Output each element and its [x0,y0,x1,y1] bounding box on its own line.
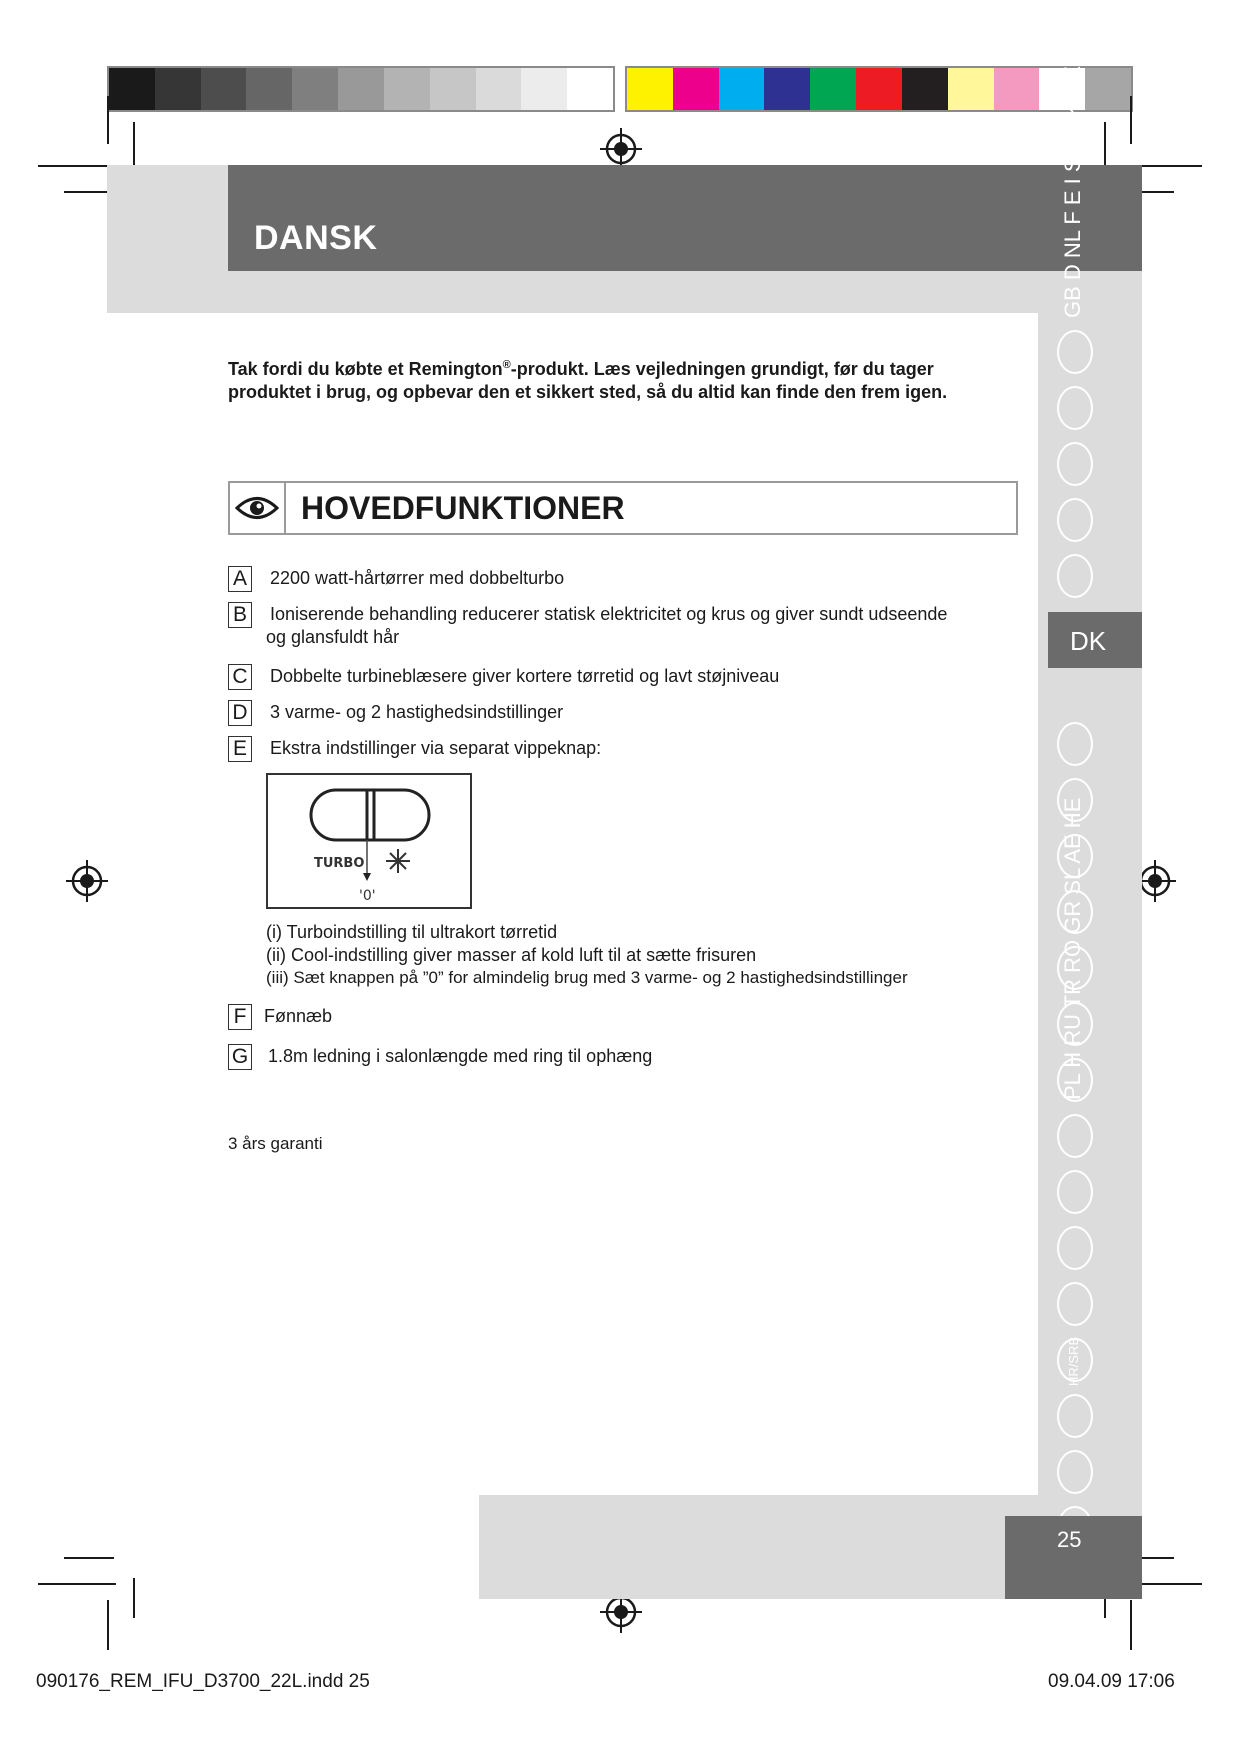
color-swatch [476,68,522,110]
intro-paragraph: Tak fordi du købte et Remington®-produkt. Læs vejledningen grundigt, før du tager produktet i brug, og opbevar den et sikkert sted, så du altid kan finde den frem igen. [228,359,948,402]
crop-mark [133,122,135,170]
language-tab[interactable] [1057,442,1093,486]
color-swatch [948,68,994,110]
color-bar [625,66,1133,112]
color-swatch [384,68,430,110]
warranty-text: 3 års garanti [228,1134,323,1153]
registration-mark-icon [600,128,642,170]
crop-mark [64,1557,114,1559]
color-swatch [521,68,567,110]
color-swatch [246,68,292,110]
active-language-label: DK [1070,626,1107,656]
color-swatch [155,68,201,110]
crop-mark [1130,1600,1132,1650]
color-swatch [902,68,948,110]
language-tab[interactable] [1057,1170,1093,1214]
color-swatch [292,68,338,110]
language-tab[interactable] [1057,1114,1093,1158]
eye-icon [230,483,286,533]
crop-mark [38,165,116,167]
crop-mark [133,1578,135,1618]
crop-mark [38,1583,116,1585]
page-number: 25 [1057,1527,1082,1552]
crop-mark [1104,122,1106,170]
color-swatch [201,68,247,110]
crop-mark [107,1600,109,1650]
color-swatch [1085,68,1131,110]
registration-mark-icon [66,860,108,902]
color-swatch [856,68,902,110]
turbo-label: TURBO [314,856,365,871]
color-swatch [338,68,384,110]
date-footer: 09.04.09 17:06 [1048,1671,1175,1692]
sub-item: (iii) Sæt knappen på ”0” for almindelig brug med 3 varme- og 2 hastighedsindstillinger [266,968,908,987]
section-heading [228,481,1018,535]
crop-mark [1130,96,1132,144]
page-title: DANSK [254,219,378,257]
language-tab[interactable] [1057,554,1093,598]
crop-mark [107,96,109,144]
color-swatch [719,68,765,110]
language-tabs-middle: PL H RU TR RO GR SL AE HE [1060,797,1085,1100]
active-language-tab[interactable] [1048,612,1142,668]
language-tab[interactable] [1057,1226,1093,1270]
page-number-box [1005,1516,1142,1599]
language-tab[interactable] [1057,722,1093,766]
language-tab[interactable] [1057,1450,1093,1494]
language-tab[interactable] [1057,498,1093,542]
color-swatch [567,68,613,110]
section-title: HOVEDFUNKTIONER [301,490,625,526]
color-swatch [109,68,155,110]
language-tabs-top: GB D NL F E I S P SK CZ [1060,66,1085,318]
switch-diagram [266,773,472,909]
language-title-band [228,165,1142,271]
color-swatch [627,68,673,110]
file-footer: 090176_REM_IFU_D3700_22L.indd 25 [36,1671,370,1692]
color-swatch [810,68,856,110]
language-tab[interactable] [1057,1282,1093,1326]
color-swatch [994,68,1040,110]
language-tab-hr: HR/SRB [1066,1336,1081,1386]
color-swatch [430,68,476,110]
language-tab[interactable] [1057,1394,1093,1438]
sub-item: (ii) Cool-indstilling giver masser af kold luft til at sætte frisuren [266,945,757,965]
color-swatch [764,68,810,110]
zero-label: '0' [359,888,376,904]
sub-item: (i) Turboindstilling til ultrakort tørretid [266,922,558,942]
color-swatch [673,68,719,110]
grayscale-bar [107,66,615,112]
language-tab[interactable] [1057,386,1093,430]
language-tab[interactable] [1057,330,1093,374]
